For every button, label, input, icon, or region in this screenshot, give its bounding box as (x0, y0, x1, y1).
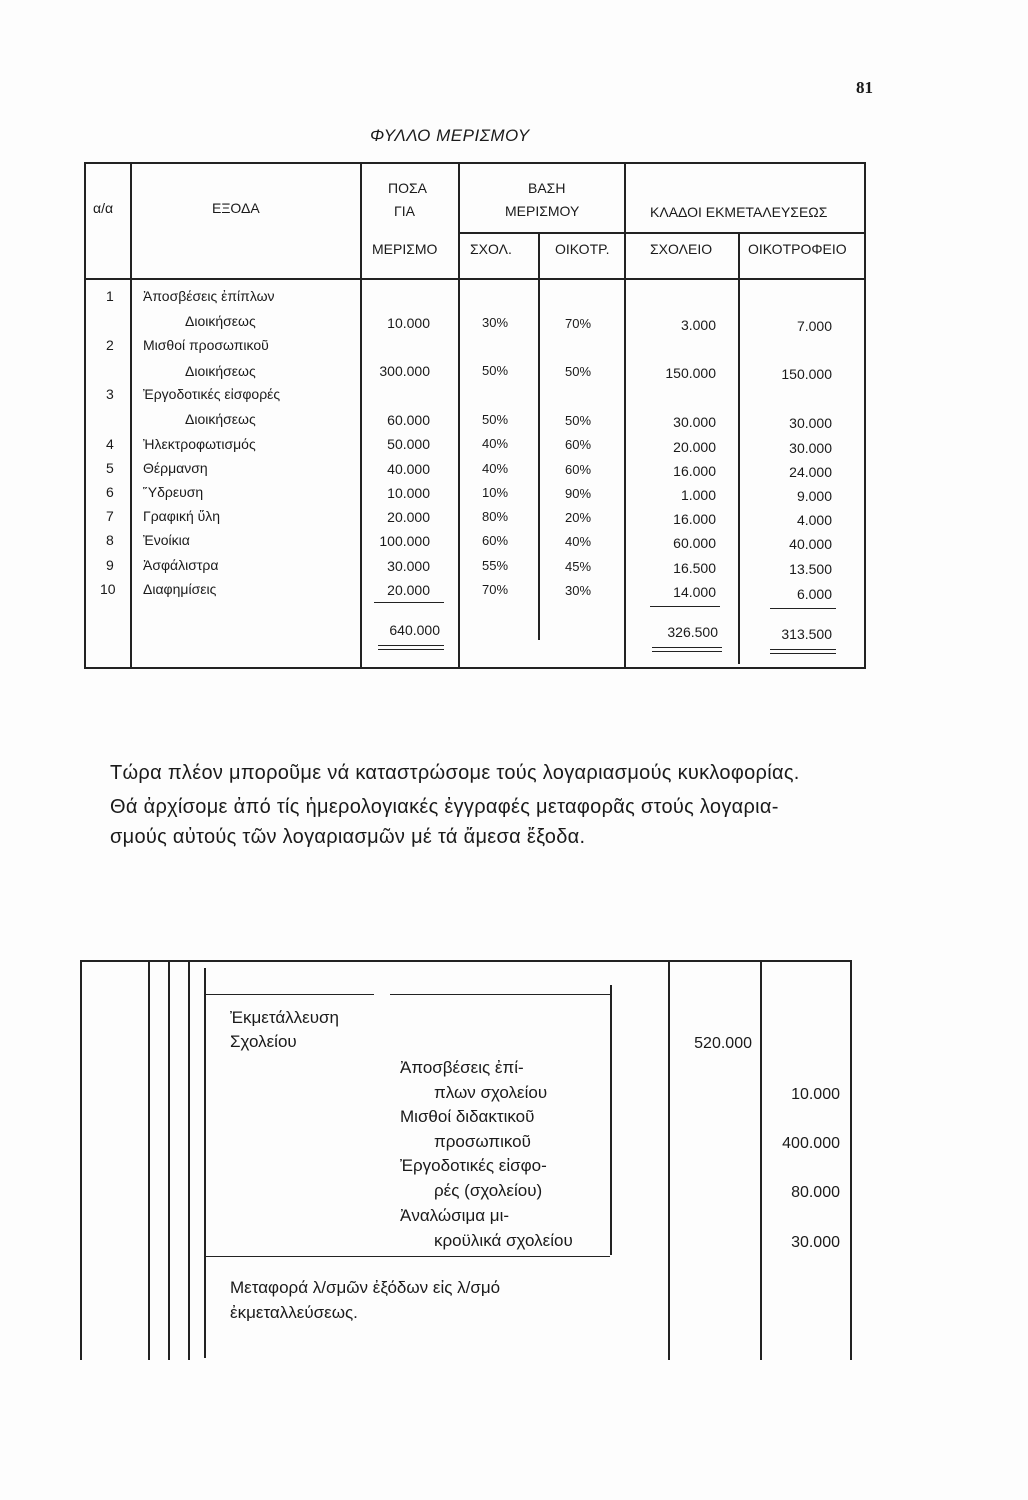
board-share: 150.000 (781, 366, 832, 382)
board-share: 30.000 (789, 415, 832, 431)
amount: 20.000 (387, 582, 430, 598)
header-separator (84, 278, 866, 280)
credit-account-cont: κροϋλικά σχολείου (434, 1231, 573, 1250)
total-board-underline-2 (770, 653, 836, 654)
debit-account: Ἐκμετάλλευση (230, 1008, 339, 1027)
paragraph-line: Θά ἀρχίσομε ἀπό τίς ἡμερολογιακές ἐγγραφές μεταφορᾶς στούς λογαρια- (110, 796, 779, 818)
col-divider-basis-end (624, 162, 626, 668)
credit-account-cont: πλων σχολείου (434, 1083, 548, 1102)
total-school-underline-2 (652, 651, 722, 652)
school-share: 30.000 (673, 414, 716, 430)
account-top-rule (204, 994, 374, 995)
row-number: 3 (106, 386, 114, 402)
amount: 40.000 (387, 461, 430, 477)
total-school: 326.500 (667, 624, 718, 640)
row-number: 9 (106, 557, 114, 573)
pct-board: 60% (565, 437, 592, 452)
expense-name: Ἐργοδοτικές εἰσφορές (143, 386, 281, 402)
school-share: 20.000 (673, 439, 716, 455)
credit-account: Ἀναλώσιμα μι- (400, 1206, 510, 1225)
credit-amount: 80.000 (791, 1184, 840, 1201)
amount: 10.000 (387, 315, 430, 331)
pct-school: 80% (482, 509, 509, 524)
pct-board: 30% (565, 583, 592, 598)
row-number: 4 (106, 436, 114, 452)
total-school-underline-1 (652, 647, 722, 648)
credit-amount: 30.000 (791, 1234, 840, 1251)
header-basis-l2: ΜΕΡΙΣΜΟΥ (505, 203, 580, 219)
school-share: 16.500 (673, 560, 716, 576)
amount: 30.000 (387, 558, 430, 574)
school-share: 3.000 (680, 317, 716, 333)
board-share: 9.000 (796, 488, 832, 504)
journal-col-line (168, 960, 170, 1360)
expense-name-cont: Διοικήσεως (185, 363, 256, 379)
credit-account: Μισθοί διδακτικοῦ (400, 1107, 535, 1126)
journal-col-line (610, 985, 612, 1255)
journal-col-line (760, 960, 762, 1360)
board-share: 13.500 (789, 561, 832, 577)
row-number: 8 (106, 532, 114, 548)
debit-amount: 520.000 (694, 1035, 752, 1052)
pct-board: 45% (565, 559, 592, 574)
table-right-border (864, 162, 866, 668)
row-number: 2 (106, 337, 114, 353)
school-subtotal-rule (650, 606, 720, 607)
amount-subtotal-rule (374, 602, 444, 603)
description-rule (204, 1256, 610, 1257)
col-divider-amount (458, 162, 460, 668)
header-amount-l3: ΜΕΡΙΣΜΟ (372, 241, 438, 257)
debit-account-cont: Σχολείου (230, 1032, 297, 1051)
pct-school: 50% (482, 363, 509, 378)
header-branch-board: ΟΙΚΟΤΡΟΦΕΙΟ (748, 241, 847, 257)
journal-col-line (204, 968, 206, 1358)
entry-description-cont: ἐκμεταλλεύσεως. (230, 1303, 358, 1322)
pct-school: 70% (482, 582, 509, 597)
journal-col-line (80, 960, 82, 1360)
header-branch-school: ΣΧΟΛΕΙΟ (650, 241, 713, 257)
expense-name: Ἐνοίκια (143, 532, 190, 548)
expense-name: Θέρμανση (143, 460, 208, 476)
pct-board: 60% (565, 462, 592, 477)
basis-sub-line (458, 232, 626, 234)
pct-board: 70% (565, 316, 592, 331)
expense-name: Μισθοί προσωπικοῦ (143, 337, 269, 353)
col-divider-basis (538, 232, 540, 640)
header-expenses: ΕΞΟΔΑ (212, 200, 260, 216)
table-left-border (84, 162, 86, 668)
pct-school: 10% (482, 485, 509, 500)
pct-board: 50% (565, 413, 592, 428)
pct-school: 60% (482, 533, 509, 548)
pct-board: 20% (565, 510, 592, 525)
header-basis-school: ΣΧΟΛ. (470, 241, 512, 257)
board-share: 4.000 (796, 512, 832, 528)
sheet-title: ΦΥΛΛΟ ΜΕΡΙΣΜΟΥ (370, 126, 530, 145)
paragraph-line: σμούς αὐτούς τῶν λογαριασμῶν μέ τά ἄμεσα ἔξοδα. (110, 826, 586, 848)
school-share: 150.000 (665, 365, 716, 381)
amount: 50.000 (387, 436, 430, 452)
header-amount-l2: ΓΙΑ (394, 203, 415, 219)
header-branches: ΚΛΑΔΟΙ ΕΚΜΕΤΑΛΕΥΣΕΩΣ (650, 204, 828, 220)
page-number: 81 (856, 78, 873, 97)
total-amount-underline-1 (378, 645, 444, 646)
paragraph-line: Τώρα πλέον μποροῦμε νά καταστρώσομε τούς λογαριασμούς κυκλοφορίας. (110, 762, 800, 784)
amount: 100.000 (379, 533, 430, 549)
school-share: 16.000 (673, 463, 716, 479)
expense-name: Ὕδρευση (143, 484, 204, 500)
school-share: 1.000 (680, 487, 716, 503)
amount: 300.000 (379, 363, 430, 379)
header-basis-board: ΟΙΚΟΤΡ. (555, 241, 610, 257)
credit-account-cont: προσωπικοῦ (434, 1132, 531, 1151)
table-top-border (84, 162, 866, 164)
total-board: 313.500 (781, 626, 832, 642)
pct-board: 50% (565, 364, 592, 379)
row-number: 7 (106, 508, 114, 524)
board-subtotal-rule (770, 608, 836, 609)
expense-name-cont: Διοικήσεως (185, 411, 256, 427)
header-amount-l1: ΠΟΣΑ (388, 180, 427, 196)
credit-amount: 10.000 (791, 1086, 840, 1103)
entry-description: Μεταφορά λ/σμῶν ἐξόδων εἰς λ/σμό (230, 1278, 501, 1297)
header-index: α/α (93, 200, 114, 216)
amount: 10.000 (387, 485, 430, 501)
amount: 20.000 (387, 509, 430, 525)
col-divider-index (130, 162, 132, 668)
table-bottom-border (84, 667, 866, 669)
row-number: 1 (106, 288, 114, 304)
journal-top-border (80, 960, 852, 962)
pct-board: 90% (565, 486, 592, 501)
board-share: 6.000 (796, 586, 832, 602)
col-divider-branches (738, 232, 740, 664)
expense-name: Ἠλεκτροφωτισμός (143, 436, 256, 452)
credit-account-cont: ρές (σχολείου) (434, 1181, 543, 1200)
expense-name: Ἀσφάλιστρα (143, 557, 219, 573)
pct-school: 50% (482, 412, 509, 427)
school-share: 60.000 (673, 535, 716, 551)
pct-school: 30% (482, 315, 509, 330)
row-number: 6 (106, 484, 114, 500)
row-number: 5 (106, 460, 114, 476)
board-share: 40.000 (789, 536, 832, 552)
board-share: 7.000 (796, 318, 832, 334)
total-amount: 640.000 (389, 622, 440, 638)
journal-col-line (188, 960, 190, 1360)
total-board-underline-1 (770, 649, 836, 650)
journal-col-line (850, 960, 852, 1360)
board-share: 30.000 (789, 440, 832, 456)
credit-account: Ἀποσβέσεις ἐπί- (400, 1058, 524, 1077)
journal-col-line (148, 960, 150, 1360)
expense-name: Διαφημίσεις (143, 581, 217, 597)
header-basis-l1: ΒΑΣΗ (528, 180, 566, 196)
branches-sub-line (624, 232, 866, 234)
total-amount-underline-2 (378, 649, 444, 650)
school-share: 16.000 (673, 511, 716, 527)
credit-amount: 400.000 (782, 1135, 840, 1152)
pct-school: 40% (482, 461, 509, 476)
expense-name-cont: Διοικήσεως (185, 313, 256, 329)
credit-account: Ἐργοδοτικές εἰσφο- (400, 1156, 547, 1175)
expense-name: Γραφική ὕλη (143, 508, 221, 524)
expense-name: Ἀποσβέσεις ἐπίπλων (143, 288, 275, 304)
pct-board: 40% (565, 534, 592, 549)
amount: 60.000 (387, 412, 430, 428)
pct-school: 55% (482, 558, 509, 573)
board-share: 24.000 (789, 464, 832, 480)
journal-col-line (668, 960, 670, 1360)
row-number: 10 (100, 581, 116, 597)
account-top-rule-right (390, 994, 610, 995)
pct-school: 40% (482, 436, 509, 451)
school-share: 14.000 (673, 584, 716, 600)
